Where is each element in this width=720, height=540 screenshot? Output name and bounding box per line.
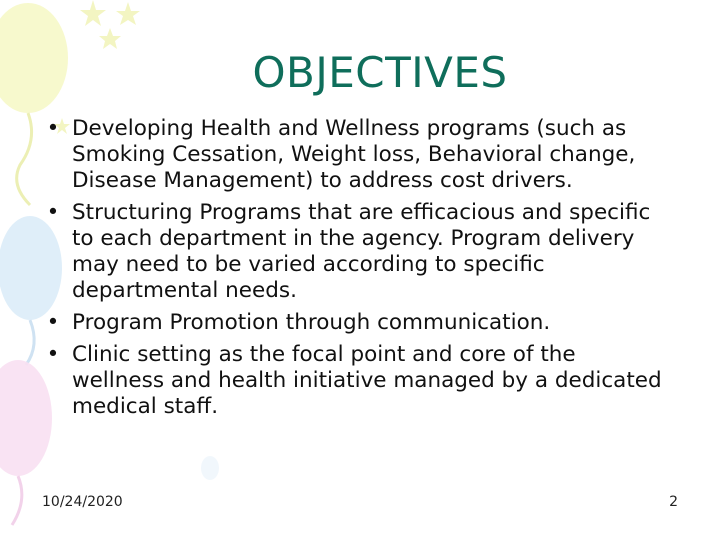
bullet-text: Developing Health and Wellness programs (such as Smoking Cessation, Weight loss, Behavioral change, Disease Management) to address cost drivers. — [72, 116, 636, 193]
bullet-icon: • — [46, 342, 60, 367]
bullet-icon: • — [46, 200, 60, 225]
bullet-item — [42, 116, 672, 194]
page-number: 2 — [669, 494, 678, 510]
slide-title: OBJECTIVES — [252, 48, 508, 97]
bullet-item — [42, 342, 672, 420]
bullet-text: Clinic setting as the focal point and core of the wellness and health initiative managed by a dedicated medical staff. — [72, 342, 662, 419]
pink-balloon-string-icon — [12, 476, 22, 525]
yellow-balloon-string-icon — [17, 113, 32, 205]
bullet-item — [42, 310, 672, 336]
bullet-item — [42, 200, 672, 304]
yellow-balloon-icon — [0, 3, 68, 113]
bullet-icon: • — [46, 116, 60, 141]
faint-balloon-icon — [201, 456, 219, 480]
bullet-list — [42, 116, 672, 426]
footer-date: 10/24/2020 — [42, 494, 123, 510]
bullet-icon: • — [46, 310, 60, 335]
bullet-text: Structuring Programs that are efficacious and specific to each department in the agency. Program delivery may need to be varied according to specific departmental needs. — [72, 200, 651, 303]
blue-balloon-string-icon — [26, 320, 34, 365]
bullet-text: Program Promotion through communication. — [72, 310, 551, 335]
